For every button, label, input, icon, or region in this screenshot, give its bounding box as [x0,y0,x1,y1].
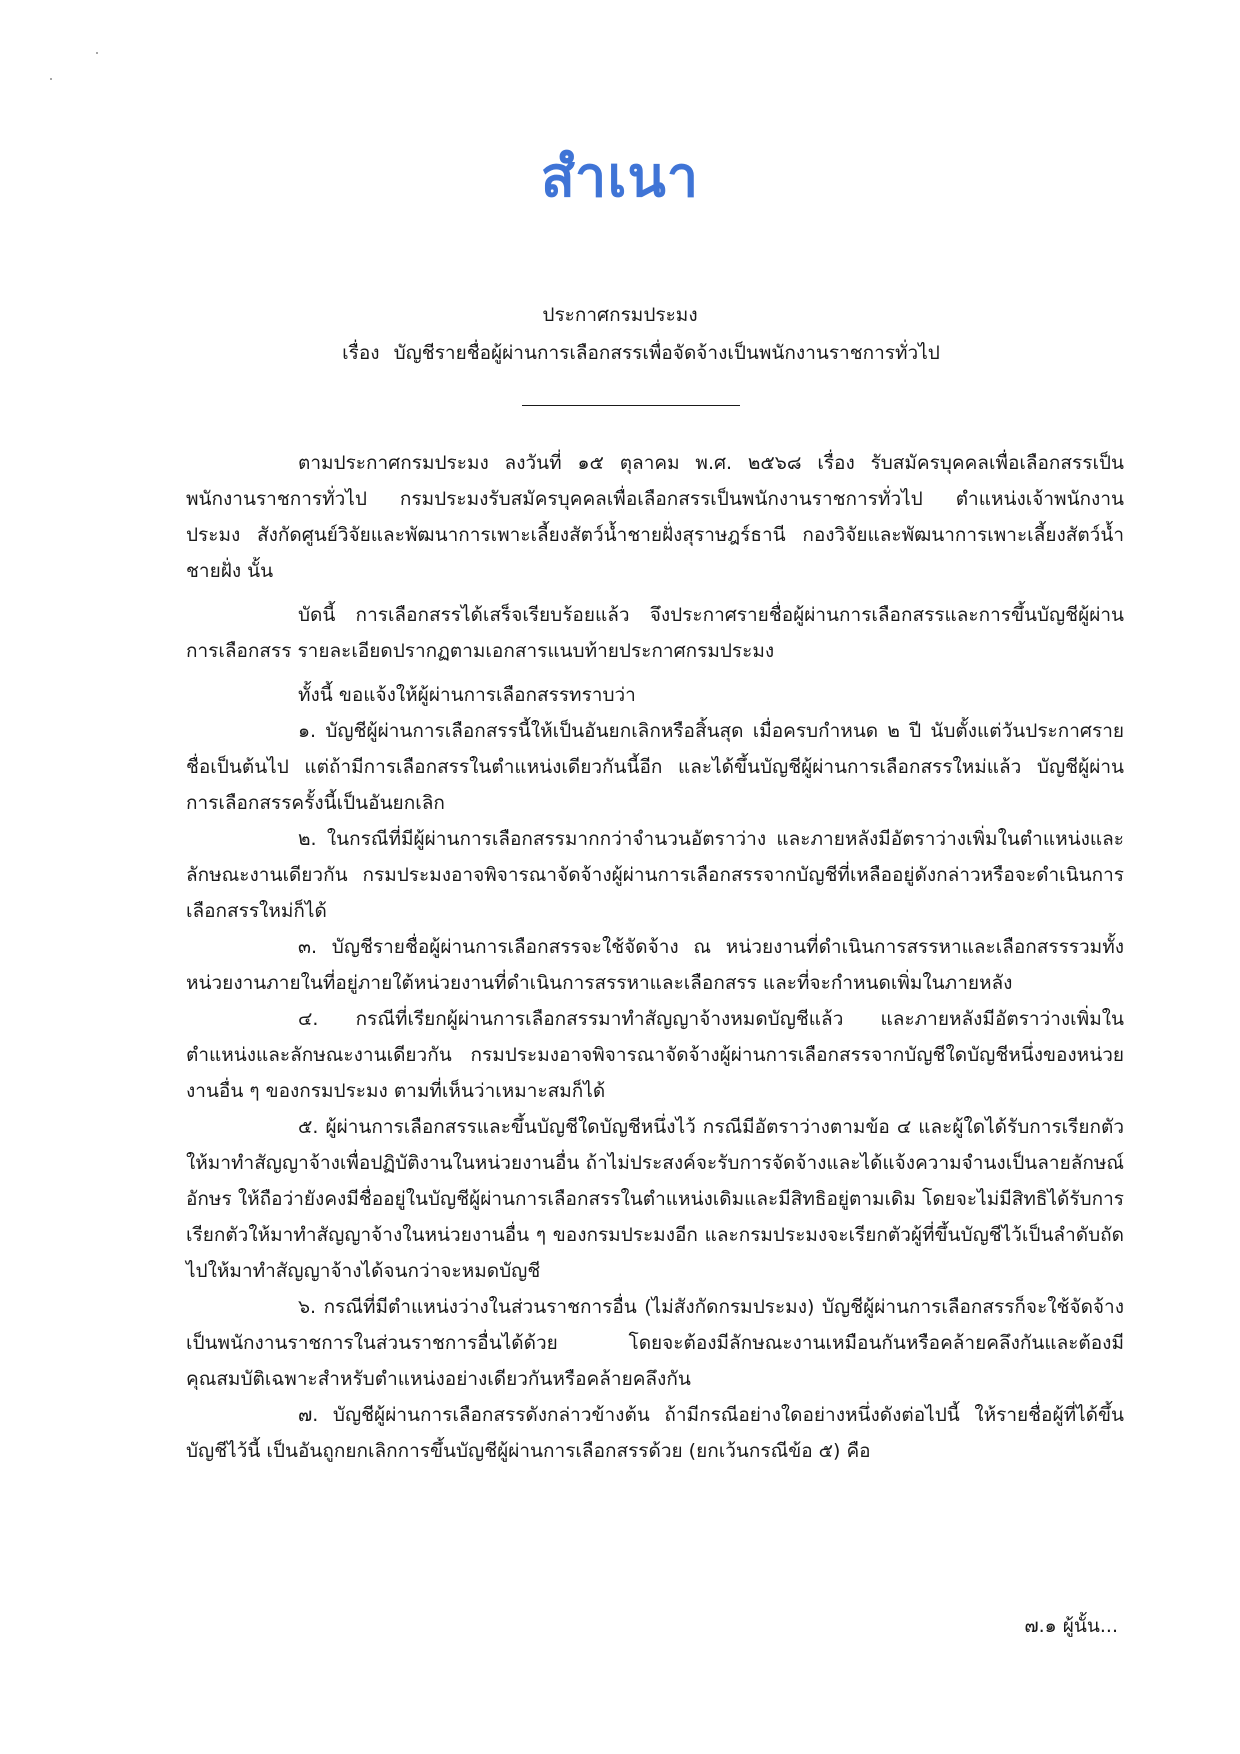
announcement-subject [342,334,940,372]
paragraph-item-5: ๕. ผู้ผ่านการเลือกสรรและขึ้นบัญชีใดบัญชีหนึ่งไว้ กรณีมีอัตราว่างตามข้อ ๔ และผู้ใดได้รับการเรียกตัวให้มาทำสัญญาจ้างเพื่อปฏิบัติงานในหน่วยงานอื่น ถ้าไม่ประสงค์จะรับการจัดจ้างและได้แจ้งความจำนงเป็นลายลักษณ์อักษร ให้ถือว่ายังคงมีชื่ออยู่ในบัญชีผู้ผ่านการเลือกสรรในตำแหน่งเดิมและมีสิทธิอยู่ตามเดิม โดยจะไม่มีสิทธิได้รับการเรียกตัวให้มาทำสัญญาจ้างในหน่วยงานอื่น ๆ ของกรมประมงอีก และกรมประมงจะเรียกตัวผู้ที่ขึ้นบัญชีไว้เป็นลำดับถัดไปให้มาทำสัญญาจ้างได้จนกว่าจะหมดบัญชี [186,1116,1124,1282]
header-divider [522,405,740,406]
copy-stamp: สำเนา [540,145,700,210]
paragraph-item-7: ๗. บัญชีผู้ผ่านการเลือกสรรดังกล่าวข้างต้น ถ้ามีกรณีอย่างใดอย่างหนึ่งดังต่อไปนี้ ให้รายชื่อผู้ที่ได้ขึ้นบัญชีไว้นี้ เป็นอันถูกยกเลิกการขึ้นบัญชีผู้ผ่านการเลือกสรรด้วย (ยกเว้นกรณีข้อ ๕) คือ [186,1404,1124,1462]
subject-text: บัญชีรายชื่อผู้ผ่านการเลือกสรรเพื่อจัดจ้างเป็นพนักงานราชการทั่วไป [393,342,940,364]
scan-speck [50,78,52,80]
scan-speck [96,52,98,54]
paragraph-item-3: ๓. บัญชีรายชื่อผู้ผ่านการเลือกสรรจะใช้จัดจ้าง ณ หน่วยงานที่ดำเนินการสรรหาและเลือกสรรรวมทั้งหน่วยงานภายในที่อยู่ภายใต้หน่วยงานที่ดำเนินการสรรหาและเลือกสรร และที่จะกำหนดเพิ่มในภายหลัง [186,936,1124,994]
announcement-header [0,296,1240,372]
paragraph-item-4: ๔. กรณีที่เรียกผู้ผ่านการเลือกสรรมาทำสัญญาจ้างหมดบัญชีแล้ว และภายหลังมีอัตราว่างเพิ่มในตำแหน่งและลักษณะงานเดียวกัน กรมประมงอาจพิจารณาจัดจ้างผู้ผ่านการเลือกสรรจากบัญชีใดบัญชีหนึ่งของหน่วยงานอื่น ๆ ของกรมประมง ตามที่เห็นว่าเหมาะสมก็ได้ [186,1008,1124,1102]
paragraph-item-6: ๖. กรณีที่มีตำแหน่งว่างในส่วนราชการอื่น (ไม่สังกัดกรมประมง) บัญชีผู้ผ่านการเลือกสรรก็จะใช้จัดจ้างเป็นพนักงานราชการในส่วนราชการอื่นได้ด้วย โดยจะต้องมีลักษณะงานเหมือนกันหรือคล้ายคลึงกันและต้องมีคุณสมบัติเฉพาะสำหรับตำแหน่งอย่างเดียวกันหรือคล้ายคลึงกัน [186,1296,1124,1390]
announcement-title: ประกาศกรมประมง [542,304,698,326]
announcement-body [186,445,1124,1469]
page-continuation: ๗.๑ ผู้นั้น... [1024,1615,1118,1637]
paragraph-notice-intro: ทั้งนี้ ขอแจ้งให้ผู้ผ่านการเลือกสรรทราบว่า [298,684,636,706]
paragraph-item-1: ๑. บัญชีผู้ผ่านการเลือกสรรนี้ให้เป็นอันยกเลิกหรือสิ้นสุด เมื่อครบกำหนด ๒ ปี นับตั้งแต่วันประกาศรายชื่อเป็นต้นไป แต่ถ้ามีการเลือกสรรในตำแหน่งเดียวกันนี้อีก และได้ขึ้นบัญชีผู้ผ่านการเลือกสรรใหม่แล้ว บัญชีผู้ผ่านการเลือกสรรครั้งนี้เป็นอันยกเลิก [186,720,1124,814]
paragraph-result: บัดนี้ การเลือกสรรได้เสร็จเรียบร้อยแล้ว จึงประกาศรายชื่อผู้ผ่านการเลือกสรรและการขึ้นบัญชีผู้ผ่านการเลือกสรร รายละเอียดปรากฏตามเอกสารแนบท้ายประกาศกรมประมง [186,604,1124,662]
paragraph-item-2: ๒. ในกรณีที่มีผู้ผ่านการเลือกสรรมากกว่าจำนวนอัตราว่าง และภายหลังมีอัตราว่างเพิ่มในตำแหน่งและลักษณะงานเดียวกัน กรมประมงอาจพิจารณาจัดจ้างผู้ผ่านการเลือกสรรจากบัญชีที่เหลืออยู่ดังกล่าวหรือจะดำเนินการเลือกสรรใหม่ก็ได้ [186,828,1124,922]
paragraph-preamble: ตามประกาศกรมประมง ลงวันที่ ๑๕ ตุลาคม พ.ศ. ๒๕๖๘ เรื่อง รับสมัครบุคคลเพื่อเลือกสรรเป็นพนักงานราชการทั่วไป กรมประมงรับสมัครบุคคลเพื่อเลือกสรรเป็นพนักงานราชการทั่วไป ตำแหน่งเจ้าพนักงานประมง สังกัดศูนย์วิจัยและพัฒนาการเพาะเลี้ยงสัตว์น้ำชายฝั่งสุราษฎร์ธานี กองวิจัยและพัฒนาการเพาะเลี้ยงสัตว์น้ำชายฝั่ง นั้น [186,452,1124,582]
subject-label: เรื่อง [342,342,380,364]
